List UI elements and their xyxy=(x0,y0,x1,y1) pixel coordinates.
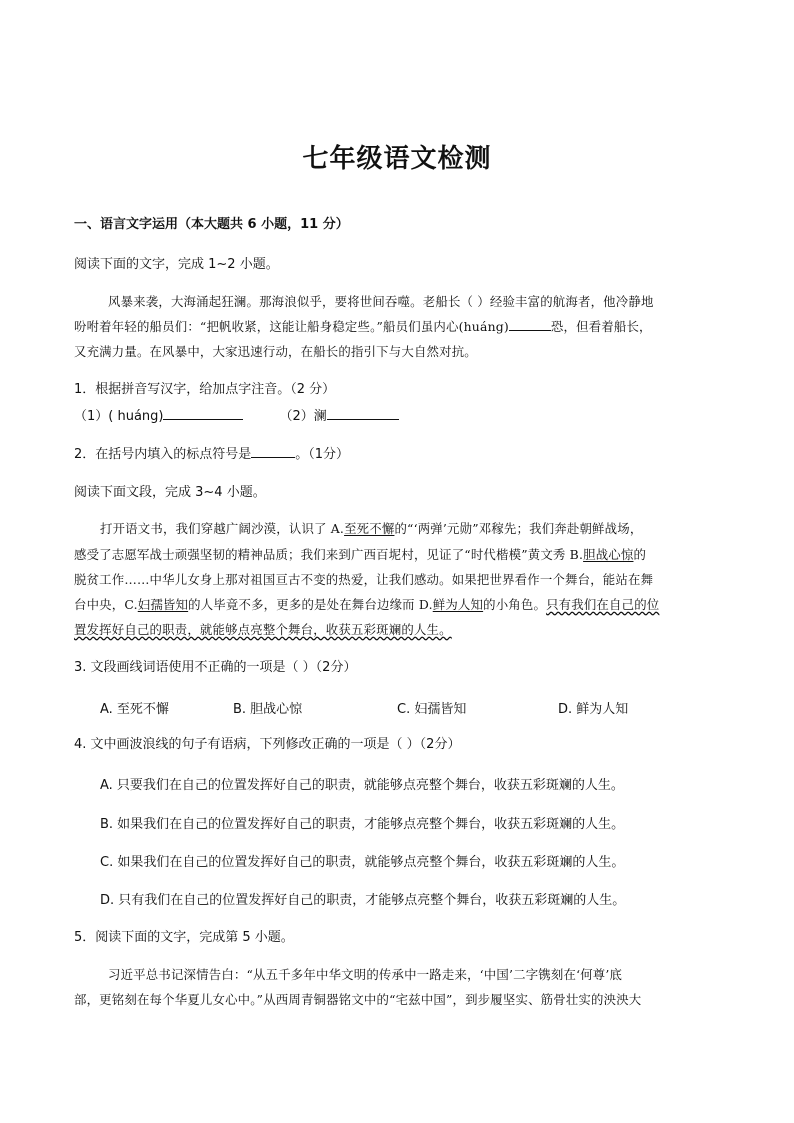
p2-text: 感受了志愿军战士顽强坚韧的精神品质；我们来到广西百坭村，见证了“时代楷模”黄文秀 B. xyxy=(74,547,584,562)
q3-option-c[interactable]: C. 妇孺皆知 xyxy=(397,702,467,717)
p2-text: 台中央，C. xyxy=(74,597,138,612)
reading-instruction-1: 阅读下面的文字，完成 1~2 小题。 xyxy=(74,257,279,272)
q1-item-1: （1）( huáng) xyxy=(74,409,164,424)
question-1-items xyxy=(74,407,399,426)
passage1-line3: 又充满力量。在风暴中，大家迅速行动，在船长的指引下与大自然对抗。 xyxy=(74,344,477,359)
q1-item-2: （2）澜 xyxy=(279,409,327,424)
wavy-sentence-part2: 置发挥好自己的职责，就能够点亮整个舞台，收获五彩斑斓的人生。 xyxy=(74,622,452,637)
p2-text: 的人毕竟不多，更多的是处在舞台边缘而 D. xyxy=(188,597,433,612)
answer-blank-2 xyxy=(327,407,399,420)
passage2-line5 xyxy=(74,621,452,639)
passage1-line2 xyxy=(74,318,652,336)
page-title: 七年级语文检测 xyxy=(302,144,492,174)
q3-option-b[interactable]: B. 胆战心惊 xyxy=(233,702,303,717)
p2-text: 的“‘两弹’元勋”邓稼先；我们奔赴朝鲜战场， xyxy=(394,521,643,536)
underlined-term-a: 至死不懈 xyxy=(344,521,395,536)
q3-option-d[interactable]: D. 鲜为人知 xyxy=(558,702,629,717)
underlined-term-c: 妇孺皆知 xyxy=(137,597,189,612)
reading-instruction-2: 阅读下面文段，完成 3~4 小题。 xyxy=(74,485,266,500)
passage3-line2: 部，更铭刻在每个华夏儿女心中。”从西周青铜器铭文中的“宅兹中国”，到步履坚实、筋骨壮实的泱泱大 xyxy=(74,992,642,1007)
passage1-line2-text: 吩咐着年轻的船员们：“把帆收紧，这能让船身稳定些。”船员们虽内心(huáng) xyxy=(74,319,509,334)
section-heading: 一、语言文字运用（本大题共 6 小题，11 分） xyxy=(74,217,349,232)
q4-option-b[interactable]: B. 如果我们在自己的位置发挥好自己的职责，才能够点亮整个舞台，收获五彩斑斓的人生。 xyxy=(100,817,625,832)
q2-stem-text: 2．在括号内填入的标点符号是 xyxy=(74,447,252,462)
passage1-line2-tail: 恐，但看着船长， xyxy=(550,319,652,334)
q4-option-d[interactable]: D. 只有我们在自己的位置发挥好自己的职责，才能够点亮整个舞台，收获五彩斑斓的人生。 xyxy=(100,893,626,908)
passage2-line4 xyxy=(74,596,659,614)
passage3-line1: 习近平总书记深情告白：“从五千多年中华文明的传承中一路走来，‘中国’二字镌刻在‘何尊’底 xyxy=(108,967,623,982)
blank-line xyxy=(509,318,551,331)
q3-option-a[interactable]: A. 至死不懈 xyxy=(100,702,169,717)
p2-text: 的 xyxy=(633,547,647,562)
passage2-line3: 脱贫工作……中华儿女身上那对祖国亘古不变的热爱，让我们感动。如果把世界看作一个舞台，能站在舞 xyxy=(74,572,654,587)
answer-blank-1 xyxy=(163,407,243,420)
question-1-stem: 1．根据拼音写汉字，给加点字注音。（2 分） xyxy=(74,382,336,397)
passage2-line2 xyxy=(74,546,646,564)
q4-option-c[interactable]: C. 如果我们在自己的位置发挥好自己的职责，就能够点亮整个舞台，收获五彩斑斓的人生。 xyxy=(100,855,625,870)
p2-text: 的小角色。 xyxy=(483,597,547,612)
passage2-line1 xyxy=(100,520,642,538)
p2-text: 打开语文书，我们穿越广阔沙漠，认识了 A. xyxy=(100,521,345,536)
underlined-term-b: 胆战心惊 xyxy=(583,547,634,562)
q4-option-a[interactable]: A. 只要我们在自己的位置发挥好自己的职责，就能够点亮整个舞台，收获五彩斑斓的人生。 xyxy=(100,778,624,793)
question-5-stem: 5．阅读下面的文字，完成第 5 小题。 xyxy=(74,930,294,945)
passage1-line1: 风暴来袭，大海涌起狂澜。那海浪似乎，要将世间吞噬。老船长（ ）经验丰富的航海者，他冷静地 xyxy=(108,294,654,309)
question-4-stem: 4. 文中画波浪线的句子有语病，下列修改正确的一项是（ ）（2分） xyxy=(74,737,461,752)
question-3-stem: 3. 文段画线词语使用不正确的一项是（ ）（2分） xyxy=(74,660,357,675)
wavy-sentence-part1: 只有我们在自己的位 xyxy=(546,597,660,612)
underlined-term-d: 鲜为人知 xyxy=(432,597,484,612)
question-2-stem xyxy=(74,445,349,464)
answer-blank-3 xyxy=(251,445,295,458)
q2-points: 。（1分） xyxy=(295,447,350,462)
